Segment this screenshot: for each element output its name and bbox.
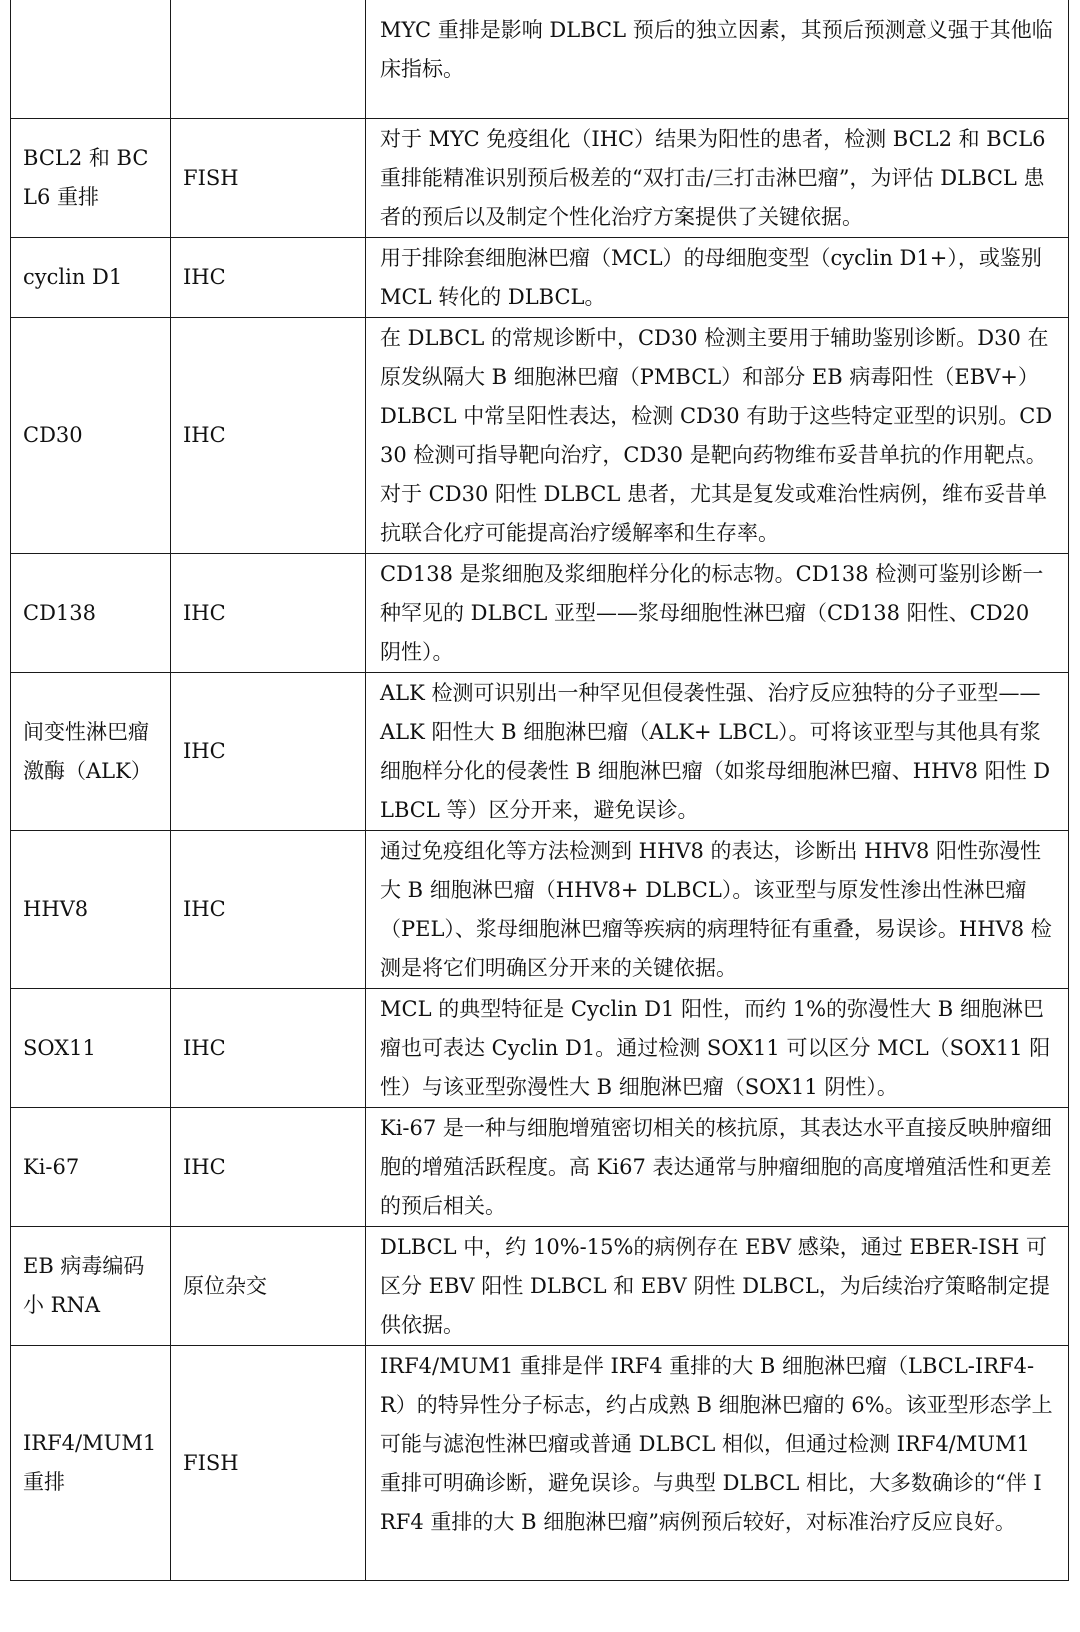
table-row bbox=[11, 1108, 1069, 1227]
method-cell: IHC bbox=[171, 989, 366, 1108]
marker-cell: BCL2 和 BCL6 重排 bbox=[11, 119, 171, 238]
method-cell: IHC bbox=[171, 318, 366, 554]
description-cell: MYC 重排是影响 DLBCL 预后的独立因素，其预后预测意义强于其他临床指标。 bbox=[366, 0, 1069, 119]
description-cell: 在 DLBCL 的常规诊断中，CD30 检测主要用于辅助鉴别诊断。D30 在原发纵隔大 B 细胞淋巴瘤（PMBCL）和部分 EB 病毒阳性（EBV+）DLBCL 中常呈阳性表达，检测 CD30 有助于这些特定亚型的识别。CD30 检测可指导靶向治疗，CD30 是靶向药物维布妥昔单抗的作用靶点。对于 CD30 阳性 DLBCL 患者，尤其是复发或难治性病例，维布妥昔单抗联合化疗可能提高治疗缓解率和生存率。 bbox=[366, 318, 1069, 554]
marker-cell: cyclin D1 bbox=[11, 238, 171, 318]
method-cell: FISH bbox=[171, 1346, 366, 1581]
method-cell: 原位杂交 bbox=[171, 1227, 366, 1346]
marker-cell: SOX11 bbox=[11, 989, 171, 1108]
table-row bbox=[11, 1227, 1069, 1346]
method-cell: FISH bbox=[171, 119, 366, 238]
description-cell: CD138 是浆细胞及浆细胞样分化的标志物。CD138 检测可鉴别诊断一种罕见的 DLBCL 亚型——浆母细胞性淋巴瘤（CD138 阳性、CD20 阴性）。 bbox=[366, 554, 1069, 673]
marker-cell bbox=[11, 0, 171, 119]
biomarker-table bbox=[10, 0, 1069, 1581]
description-cell: ALK 检测可识别出一种罕见但侵袭性强、治疗反应独特的分子亚型——ALK 阳性大 B 细胞淋巴瘤（ALK+ LBCL）。可将该亚型与其他具有浆细胞样分化的侵袭性 B 细胞淋巴瘤（如浆母细胞淋巴瘤、HHV8 阳性 DLBCL 等）区分开来，避免误诊。 bbox=[366, 673, 1069, 831]
method-cell: IHC bbox=[171, 554, 366, 673]
table-row bbox=[11, 673, 1069, 831]
method-cell: IHC bbox=[171, 1108, 366, 1227]
method-cell: IHC bbox=[171, 831, 366, 989]
table-row bbox=[11, 554, 1069, 673]
method-cell: IHC bbox=[171, 673, 366, 831]
description-cell: 对于 MYC 免疫组化（IHC）结果为阳性的患者，检测 BCL2 和 BCL6 重排能精准识别预后极差的“双打击/三打击淋巴瘤”，为评估 DLBCL 患者的预后以及制定个性化治疗方案提供了关键依据。 bbox=[366, 119, 1069, 238]
table-row bbox=[11, 238, 1069, 318]
table-row bbox=[11, 1346, 1069, 1581]
method-cell: IHC bbox=[171, 238, 366, 318]
marker-cell: Ki-67 bbox=[11, 1108, 171, 1227]
table-row bbox=[11, 0, 1069, 119]
description-cell: Ki-67 是一种与细胞增殖密切相关的核抗原，其表达水平直接反映肿瘤细胞的增殖活跃程度。高 Ki67 表达通常与肿瘤细胞的高度增殖活性和更差的预后相关。 bbox=[366, 1108, 1069, 1227]
method-cell bbox=[171, 0, 366, 119]
marker-cell: HHV8 bbox=[11, 831, 171, 989]
description-cell: DLBCL 中，约 10%-15%的病例存在 EBV 感染，通过 EBER-ISH 可区分 EBV 阳性 DLBCL 和 EBV 阴性 DLBCL，为后续治疗策略制定提供依据。 bbox=[366, 1227, 1069, 1346]
marker-cell: EB 病毒编码小 RNA bbox=[11, 1227, 171, 1346]
marker-cell: 间变性淋巴瘤激酶（ALK） bbox=[11, 673, 171, 831]
table-row bbox=[11, 831, 1069, 989]
description-cell: IRF4/MUM1 重排是伴 IRF4 重排的大 B 细胞淋巴瘤（LBCL-IRF4-R）的特异性分子标志，约占成熟 B 细胞淋巴瘤的 6%。该亚型形态学上可能与滤泡性淋巴瘤或普通 DLBCL 相似，但通过检测 IRF4/MUM1 重排可明确诊断，避免误诊。与典型 DLBCL 相比，大多数确诊的“伴 IRF4 重排的大 B 细胞淋巴瘤”病例预后较好，对标准治疗反应良好。 bbox=[366, 1346, 1069, 1581]
marker-cell: CD138 bbox=[11, 554, 171, 673]
marker-cell: IRF4/MUM1 重排 bbox=[11, 1346, 171, 1581]
table-row bbox=[11, 119, 1069, 238]
description-cell: 通过免疫组化等方法检测到 HHV8 的表达，诊断出 HHV8 阳性弥漫性大 B 细胞淋巴瘤（HHV8+ DLBCL）。该亚型与原发性渗出性淋巴瘤（PEL）、浆母细胞淋巴瘤等疾病的病理特征有重叠，易误诊。HHV8 检测是将它们明确区分开来的关键依据。 bbox=[366, 831, 1069, 989]
description-cell: 用于排除套细胞淋巴瘤（MCL）的母细胞变型（cyclin D1+），或鉴别 MCL 转化的 DLBCL。 bbox=[366, 238, 1069, 318]
table-row bbox=[11, 318, 1069, 554]
marker-cell: CD30 bbox=[11, 318, 171, 554]
table-row bbox=[11, 989, 1069, 1108]
description-cell: MCL 的典型特征是 Cyclin D1 阳性，而约 1%的弥漫性大 B 细胞淋巴瘤也可表达 Cyclin D1。通过检测 SOX11 可以区分 MCL（SOX11 阳性）与该亚型弥漫性大 B 细胞淋巴瘤（SOX11 阴性）。 bbox=[366, 989, 1069, 1108]
